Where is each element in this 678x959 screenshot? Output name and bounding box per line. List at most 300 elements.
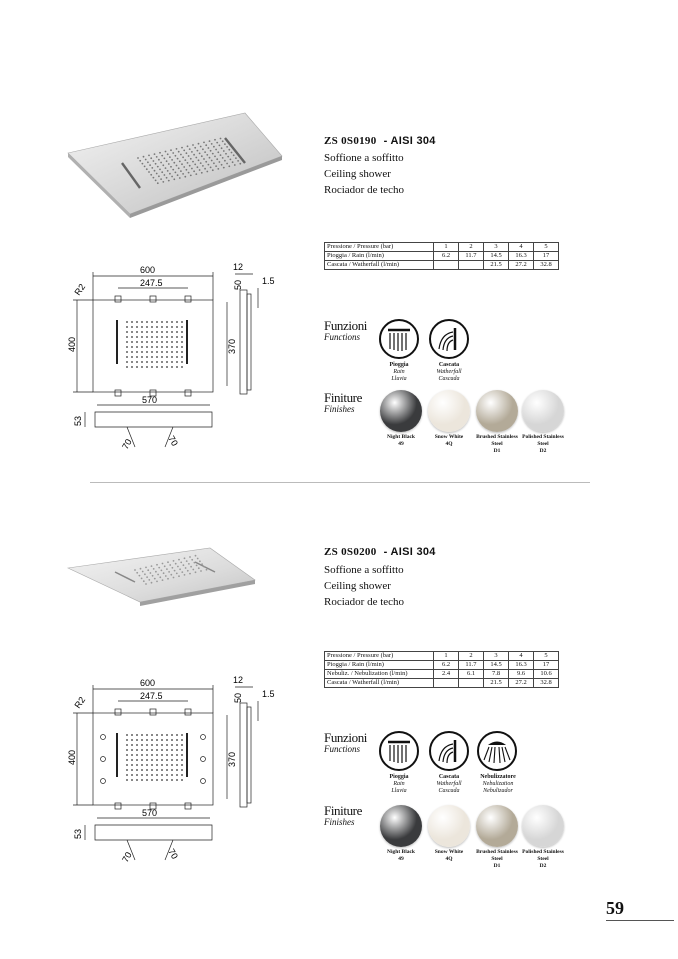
nozzle-dot — [156, 331, 158, 333]
nozzle-dot — [146, 764, 148, 766]
table-cell: Nebuliz. / Nebulization (l/min) — [325, 670, 434, 679]
nozzle-dot — [126, 754, 128, 756]
nozzle-dot — [224, 143, 226, 145]
nozzle-dot — [151, 759, 153, 761]
nozzle-dot — [136, 331, 138, 333]
nozzle-dot — [202, 165, 204, 167]
nozzle-dot — [131, 331, 133, 333]
nozzle-dot — [176, 346, 178, 348]
nozzle-dot — [136, 361, 138, 363]
nozzle-dot — [161, 336, 163, 338]
nozzle-dot — [131, 744, 133, 746]
nozzle-dot — [184, 574, 186, 576]
nozzle-dot — [201, 563, 203, 565]
nozzle-dot — [189, 148, 191, 150]
table-cell: 5 — [534, 243, 559, 252]
nozzle-dot — [159, 576, 161, 578]
nozzle-dot — [227, 156, 229, 158]
nozzle-dot — [195, 571, 197, 573]
nozzle-dot — [171, 774, 173, 776]
table-cell: 3 — [484, 652, 509, 661]
dim-holes: 247.5 — [140, 691, 163, 701]
rain-icon — [378, 318, 420, 360]
dim-angle2: 70 — [166, 847, 180, 861]
nozzle-dot — [171, 739, 173, 741]
dim-angle1: 70 — [120, 850, 134, 864]
product-photo-1 — [60, 108, 290, 218]
page-number-rule — [606, 920, 674, 921]
nozzle-dot — [182, 156, 184, 158]
nozzle-dot — [146, 351, 148, 353]
nozzle-dot — [156, 734, 158, 736]
nozzle-dot — [156, 321, 158, 323]
function-label-waterfall: Cascata Watherfall Cascada — [436, 362, 462, 382]
nozzle-dot — [144, 573, 146, 575]
nozzle-dot — [171, 366, 173, 368]
nozzle-dot — [167, 170, 169, 172]
nozzle-dot — [167, 561, 169, 563]
pressure-table-2 — [324, 651, 559, 688]
nozzle-dot — [161, 754, 163, 756]
nozzle-dot — [176, 331, 178, 333]
nozzle-dot — [169, 173, 171, 175]
nozzle-dot — [166, 361, 168, 363]
nozzle-dot — [149, 164, 151, 166]
nozzle-dot — [141, 356, 143, 358]
nozzle-dot — [176, 148, 178, 150]
nozzle-dot — [146, 749, 148, 751]
functions-subtitle: Functions — [324, 744, 360, 754]
finish-swatch-polished-steel[interactable] — [522, 390, 564, 432]
nozzle-dot — [170, 574, 172, 576]
nozzle-dot — [181, 749, 183, 751]
table-cell: 32.8 — [534, 679, 559, 688]
name-es: Rociador de techo — [324, 596, 405, 608]
nozzle-dot — [181, 326, 183, 328]
nozzle-dot — [182, 173, 184, 175]
nozzle-dot — [178, 575, 180, 577]
nozzle-dot — [199, 560, 201, 562]
nozzle-dot — [191, 151, 193, 153]
finish-swatch-brushed-steel[interactable] — [476, 390, 518, 432]
dim-width: 600 — [140, 265, 156, 275]
nozzle-dot — [171, 356, 173, 358]
nozzle-dot — [206, 569, 208, 571]
nozzle-dot — [161, 351, 163, 353]
nozzle-dot — [136, 341, 138, 343]
table-cell: Pioggia / Rain (l/min) — [325, 252, 434, 261]
mist-icon — [476, 730, 518, 772]
nozzle-dot — [181, 754, 183, 756]
nozzle-dot — [141, 346, 143, 348]
nozzle-dot — [181, 734, 183, 736]
nozzle-dot — [136, 759, 138, 761]
nozzle-dot — [146, 739, 148, 741]
nozzle-dot — [126, 779, 128, 781]
nozzle-dot — [161, 346, 163, 348]
nozzle-dot — [208, 164, 210, 166]
nozzle-dot — [160, 162, 162, 164]
nozzle-dot — [171, 331, 173, 333]
nozzle-dot — [184, 557, 186, 559]
nozzle-dot — [164, 174, 166, 176]
table-cell: 1 — [434, 243, 459, 252]
dim-width: 600 — [140, 678, 156, 688]
nozzle-dot — [143, 156, 145, 158]
rain-icon — [378, 730, 420, 772]
nozzle-dot — [166, 321, 168, 323]
nozzle-dot — [174, 570, 176, 572]
nozzle-dot — [161, 779, 163, 781]
nozzle-dot — [181, 341, 183, 343]
dim-side: 50 — [233, 692, 243, 703]
nozzle-dot — [159, 169, 161, 171]
nozzle-dot — [151, 582, 153, 584]
nozzle-dot — [175, 155, 177, 157]
nozzle-dot — [141, 366, 143, 368]
nozzle-dot — [171, 779, 173, 781]
nozzle-dot — [171, 749, 173, 751]
nozzle-dot — [210, 150, 212, 152]
nozzle-dot — [141, 321, 143, 323]
nozzle-dot — [136, 734, 138, 736]
nozzle-dot — [175, 563, 177, 565]
nozzle-dot — [168, 180, 170, 182]
nozzle-dot — [166, 366, 168, 368]
nozzle-dot — [126, 326, 128, 328]
dim-radius: R2 — [72, 281, 88, 298]
finish-swatch-polished-steel[interactable] — [522, 805, 564, 847]
nozzle-dot — [202, 148, 204, 150]
nozzle-dot — [141, 754, 143, 756]
nozzle-dot — [166, 356, 168, 358]
nozzle-dot — [126, 774, 128, 776]
finish-swatch-brushed-steel[interactable] — [476, 805, 518, 847]
nozzle-dot — [126, 749, 128, 751]
finish-swatch-snow-white[interactable] — [428, 390, 470, 432]
name-it: Soffione a soffitto — [324, 152, 404, 164]
nozzle-dot — [136, 346, 138, 348]
nozzle-dot — [158, 159, 160, 161]
nozzle-dot — [161, 764, 163, 766]
nozzle-dot — [189, 573, 191, 575]
nozzle-dot — [171, 336, 173, 338]
nozzle-dot — [234, 164, 236, 166]
nozzle-dot — [220, 138, 222, 140]
nozzle-dot — [188, 172, 190, 174]
nozzle-dot — [181, 346, 183, 348]
nozzle-dot — [200, 146, 202, 148]
nozzle-dot — [176, 734, 178, 736]
nozzle-dot — [131, 764, 133, 766]
nozzle-dot — [181, 774, 183, 776]
nozzle-dot — [188, 155, 190, 157]
nozzle-dot — [191, 168, 193, 170]
nozzle-dot — [204, 151, 206, 153]
nozzle-dot — [166, 769, 168, 771]
nozzle-dot — [179, 568, 181, 570]
nozzle-dot — [200, 162, 202, 164]
nozzle-dot — [226, 146, 228, 148]
table-cell: 17 — [534, 661, 559, 670]
nozzle-dot — [171, 321, 173, 323]
nozzle-dot — [176, 341, 178, 343]
nozzle-dot — [212, 153, 214, 155]
nozzle-dot — [165, 575, 167, 577]
nozzle-dot — [162, 164, 164, 166]
dim-step: 1.5 — [262, 689, 275, 699]
nozzle-dot — [233, 154, 235, 156]
nozzle-dot — [214, 139, 216, 141]
nozzle-dot — [166, 341, 168, 343]
nozzle-dot — [150, 157, 152, 159]
nozzle-dot — [204, 168, 206, 170]
finish-label: Brushed Stainless Steel D1 — [476, 849, 518, 869]
nozzle-dot — [131, 321, 133, 323]
product-code: ZS 0S0190 — [324, 135, 377, 147]
nozzle-dot — [161, 341, 163, 343]
nozzle-dot — [201, 172, 203, 174]
nozzle-dot — [158, 567, 160, 569]
finishes-title: Finiture — [324, 390, 362, 405]
dim-base-h: 53 — [73, 828, 83, 839]
nozzle-dot — [156, 336, 158, 338]
material: - AISI 304 — [383, 546, 436, 558]
nozzle-dot — [223, 150, 225, 152]
nozzle-dot — [131, 739, 133, 741]
nozzle-dot — [156, 356, 158, 358]
nozzle-dot — [190, 175, 192, 177]
nozzle-dot — [146, 331, 148, 333]
nozzle-dot — [166, 734, 168, 736]
dim-base: 570 — [142, 395, 158, 405]
nozzle-dot — [155, 163, 157, 165]
table-cell: Pressione / Pressure (bar) — [325, 652, 434, 661]
nozzle-dot — [228, 165, 230, 167]
table-cell — [459, 261, 484, 270]
nozzle-dot — [166, 759, 168, 761]
nozzle-dot — [181, 356, 183, 358]
nozzle-dot — [131, 749, 133, 751]
table-cell: 1 — [434, 652, 459, 661]
nozzle-dot — [136, 744, 138, 746]
nozzle-dot — [215, 165, 217, 167]
nozzle-dot — [219, 145, 221, 147]
table-cell: 16.3 — [509, 252, 534, 261]
nozzle-dot — [176, 573, 178, 575]
nozzle-dot — [187, 162, 189, 164]
nozzle-dot — [181, 759, 183, 761]
table-cell: 10.6 — [534, 670, 559, 679]
technical-drawing-2 — [65, 675, 290, 875]
dim-side: 50 — [233, 279, 243, 290]
nozzle-dot — [158, 175, 160, 177]
dim-depth: 400 — [67, 749, 77, 765]
finish-swatch-night-black[interactable] — [380, 805, 422, 847]
nozzle-dot — [156, 764, 158, 766]
nozzle-dot — [166, 336, 168, 338]
nozzle-dot — [217, 168, 219, 170]
nozzle-dot — [146, 326, 148, 328]
finish-swatch-night-black[interactable] — [380, 390, 422, 432]
nozzle-dot — [237, 160, 239, 162]
nozzle-dot — [165, 167, 167, 169]
nozzle-dot — [145, 159, 147, 161]
nozzle-dot — [187, 145, 189, 147]
nozzle-dot — [177, 174, 179, 176]
nozzle-dot — [235, 157, 237, 159]
nozzle-dot — [176, 779, 178, 781]
nozzle-dot — [126, 321, 128, 323]
nozzle-dot — [171, 764, 173, 766]
nozzle-dot — [136, 366, 138, 368]
finish-label: Brushed Stainless Steel D1 — [476, 434, 518, 454]
nozzle-dot — [166, 346, 168, 348]
table-cell — [434, 261, 459, 270]
nozzle-dot — [222, 157, 224, 159]
nozzle-dot — [154, 578, 156, 580]
nozzle-dot — [146, 321, 148, 323]
nozzle-dot — [136, 336, 138, 338]
dim-side-h: 370 — [227, 751, 237, 767]
nozzle-dot — [161, 744, 163, 746]
table-row — [325, 661, 559, 670]
nozzle-dot — [156, 361, 158, 363]
nozzle-dot — [166, 754, 168, 756]
nozzle-dot — [188, 563, 190, 565]
nozzle-dot — [146, 356, 148, 358]
dim-thick: 12 — [233, 675, 244, 685]
nozzle-dot — [171, 346, 173, 348]
nozzle-dot — [166, 331, 168, 333]
nozzle-dot — [181, 147, 183, 149]
nozzle-dot — [148, 155, 150, 157]
nozzle-dot — [141, 336, 143, 338]
nozzle-dot — [170, 166, 172, 168]
nozzle-dot — [126, 739, 128, 741]
name-en: Ceiling shower — [324, 168, 391, 180]
nozzle-dot — [151, 565, 153, 567]
nozzle-dot — [171, 326, 173, 328]
nozzle-dot — [169, 156, 171, 158]
nozzle-dot — [166, 764, 168, 766]
finish-swatch-snow-white[interactable] — [428, 805, 470, 847]
nozzle-dot — [171, 361, 173, 363]
nozzle-dot — [199, 169, 201, 171]
nozzle-dot — [164, 158, 166, 160]
nozzle-dot — [126, 356, 128, 358]
function-label-rain: Pioggia Rain Lluvia — [389, 774, 409, 794]
nozzle-dot — [221, 164, 223, 166]
nozzle-dot — [147, 569, 149, 571]
nozzle-dot — [141, 734, 143, 736]
nozzle-dot — [151, 356, 153, 358]
nozzle-dot — [213, 146, 215, 148]
nozzle-dot — [151, 336, 153, 338]
nozzle-dot — [183, 150, 185, 152]
nozzle-dot — [172, 169, 174, 171]
nozzle-dot — [181, 779, 183, 781]
nozzle-dot — [219, 161, 221, 163]
nozzle-dot — [217, 151, 219, 153]
nozzle-dot — [126, 734, 128, 736]
nozzle-dot — [143, 580, 145, 582]
nozzle-dot — [203, 142, 205, 144]
nozzle-dot — [152, 575, 154, 577]
nozzle-dot — [139, 160, 141, 162]
product-code: ZS 0S0200 — [324, 546, 377, 558]
nozzle-dot — [213, 162, 215, 164]
nozzle-dot — [197, 558, 199, 560]
nozzle-dot — [141, 769, 143, 771]
nozzle-dot — [190, 566, 192, 568]
table-row — [325, 670, 559, 679]
nozzle-dot — [147, 161, 149, 163]
nozzle-dot — [196, 565, 198, 567]
nozzle-dot — [157, 166, 159, 168]
nozzle-dot — [126, 764, 128, 766]
nozzle-dot — [181, 571, 183, 573]
nozzle-dot — [186, 560, 188, 562]
nozzle-dot — [157, 182, 159, 184]
nozzle-dot — [166, 744, 168, 746]
nozzle-dot — [156, 173, 158, 175]
nozzle-dot — [166, 774, 168, 776]
dim-thick: 12 — [233, 262, 244, 272]
nozzle-dot — [136, 356, 138, 358]
nozzle-dot — [146, 366, 148, 368]
nozzle-dot — [161, 759, 163, 761]
nozzle-dot — [136, 764, 138, 766]
nozzle-dot — [151, 734, 153, 736]
name-en: Ceiling shower — [324, 580, 391, 592]
nozzle-dot — [183, 564, 185, 566]
nozzle-dot — [155, 180, 157, 182]
nozzle-dot — [222, 140, 224, 142]
nozzle-dot — [151, 326, 153, 328]
nozzle-dot — [192, 161, 194, 163]
nozzle-dot — [176, 749, 178, 751]
table-cell: 21.5 — [484, 261, 509, 270]
nozzle-dot — [210, 167, 212, 169]
table-cell: Pressione / Pressure (bar) — [325, 243, 434, 252]
nozzle-dot — [151, 744, 153, 746]
nozzle-dot — [164, 565, 166, 567]
nozzle-dot — [136, 351, 138, 353]
nozzle-dot — [136, 572, 138, 574]
functions-subtitle: Functions — [324, 332, 360, 342]
nozzle-dot — [156, 749, 158, 751]
nozzle-dot — [171, 769, 173, 771]
nozzle-dot — [141, 361, 143, 363]
nozzle-dot — [176, 356, 178, 358]
nozzle-dot — [212, 169, 214, 171]
nozzle-dot — [154, 170, 156, 172]
finishes-title: Finiture — [324, 803, 362, 818]
nozzle-dot — [198, 567, 200, 569]
table-cell: 7.8 — [484, 670, 509, 679]
nozzle-dot — [151, 351, 153, 353]
table-row — [325, 679, 559, 688]
table-cell: 14.5 — [484, 252, 509, 261]
nozzle-dot — [131, 356, 133, 358]
nozzle-dot — [226, 163, 228, 165]
nozzle-dot — [193, 170, 195, 172]
nozzle-dot — [146, 361, 148, 363]
nozzle-dot — [142, 571, 144, 573]
nozzle-dot — [141, 779, 143, 781]
nozzle-dot — [181, 163, 183, 165]
